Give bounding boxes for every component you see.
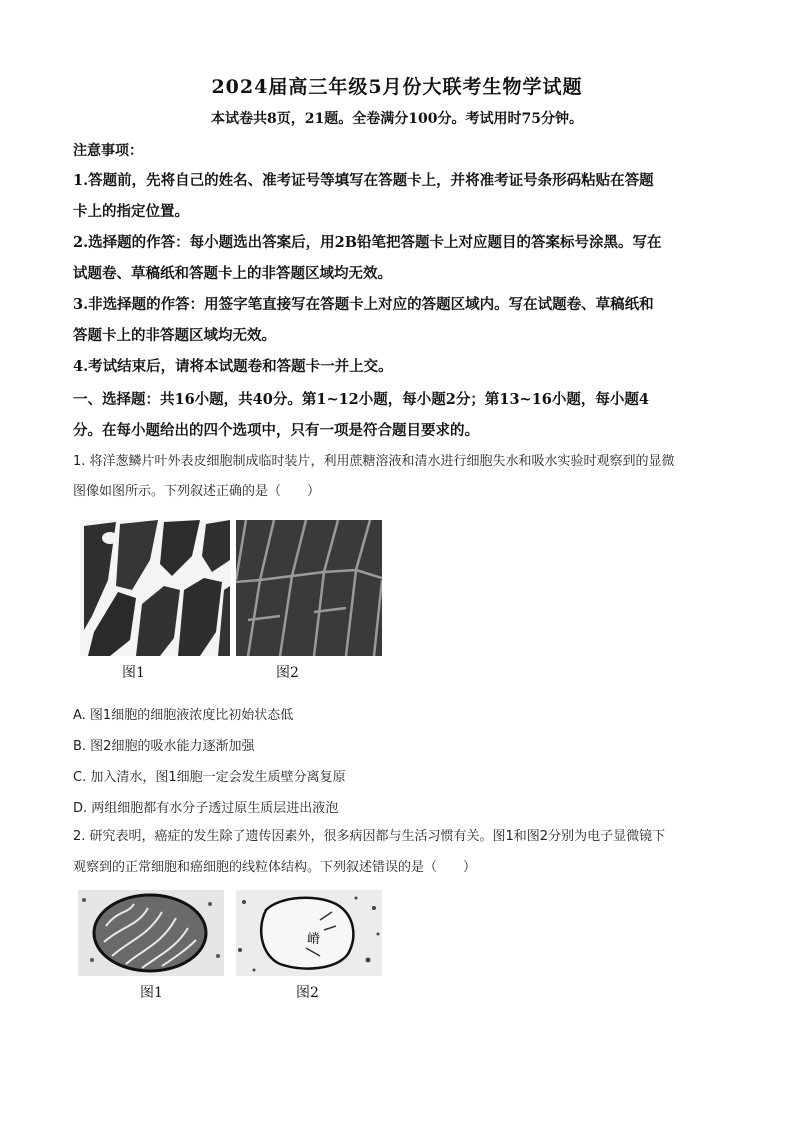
question-2-stem: 2. 研究表明，癌症的发生除了遗传因素外，很多病因都与生活习惯有关。图1和图2分别为电子显微镜下 [73, 829, 666, 844]
section-heading-line: 一、选择题：共16小题，共40分。第1~12小题，每小题2分；第13~16小题，每小题4 [73, 391, 649, 408]
section-heading-line: 分。在每小题给出的四个选项中，只有一项是符合题目要求的。 [73, 422, 479, 439]
q2-figure-2-caption: 图2 [296, 985, 319, 1001]
notice-line: 1.答题前，先将自己的姓名、准考证号等填写在答题卡上，并将准考证号条形码粘贴在答题 [73, 172, 654, 189]
notice-line: 2.选择题的作答：每小题选出答案后，用2B铅笔把答题卡上对应题目的答案标号涂黑。写在 [73, 234, 662, 251]
notice-line: 试题卷、草稿纸和答题卡上的非答题区域均无效。 [73, 265, 392, 282]
notice-line: 卡上的指定位置。 [73, 203, 189, 220]
question-2-stem: 观察到的正常细胞和癌细胞的线粒体结构。下列叙述错误的是（ ） [73, 860, 477, 875]
notice-line: 3.非选择题的作答：用签字笔直接写在答题卡上对应的答题区域内。写在试题卷、草稿纸和 [73, 296, 654, 313]
page-subtitle: 本试卷共8页，21题。全卷满分100分。考试用时75分钟。 [211, 111, 583, 127]
q1-figure-1-micrograph [80, 520, 230, 656]
question-1-stem: 1. 将洋葱鳞片叶外表皮细胞制成临时装片，利用蔗糖溶液和清水进行细胞失水和吸水实验时观察到的显微 [73, 454, 675, 469]
q2-crista-label: 嵴 [307, 932, 321, 947]
q2-figure-1-micrograph [78, 890, 224, 976]
q1-figure-2-micrograph [236, 520, 382, 656]
q1-option-d: D. 两组细胞都有水分子透过原生质层进出液泡 [73, 801, 339, 816]
q1-figure-2-caption: 图2 [276, 665, 299, 681]
notice-heading: 注意事项： [73, 143, 143, 159]
notice-line: 答题卡上的非答题区域均无效。 [73, 327, 276, 344]
q2-figure-1-caption: 图1 [140, 985, 163, 1001]
q1-figure-1-caption: 图1 [122, 665, 145, 681]
question-1-stem: 图像如图所示。下列叙述正确的是（ ） [73, 484, 321, 499]
notice-line: 4.考试结束后，请将本试题卷和答题卡一并上交。 [73, 358, 393, 375]
q1-option-b: B. 图2细胞的吸水能力逐渐加强 [73, 739, 255, 754]
q1-option-a: A. 图1细胞的细胞液浓度比初始状态低 [73, 708, 294, 723]
page-title: 2024届高三年级5月份大联考生物学试题 [211, 76, 583, 98]
q1-option-c: C. 加入清水，图1细胞一定会发生质壁分离复原 [73, 770, 346, 785]
